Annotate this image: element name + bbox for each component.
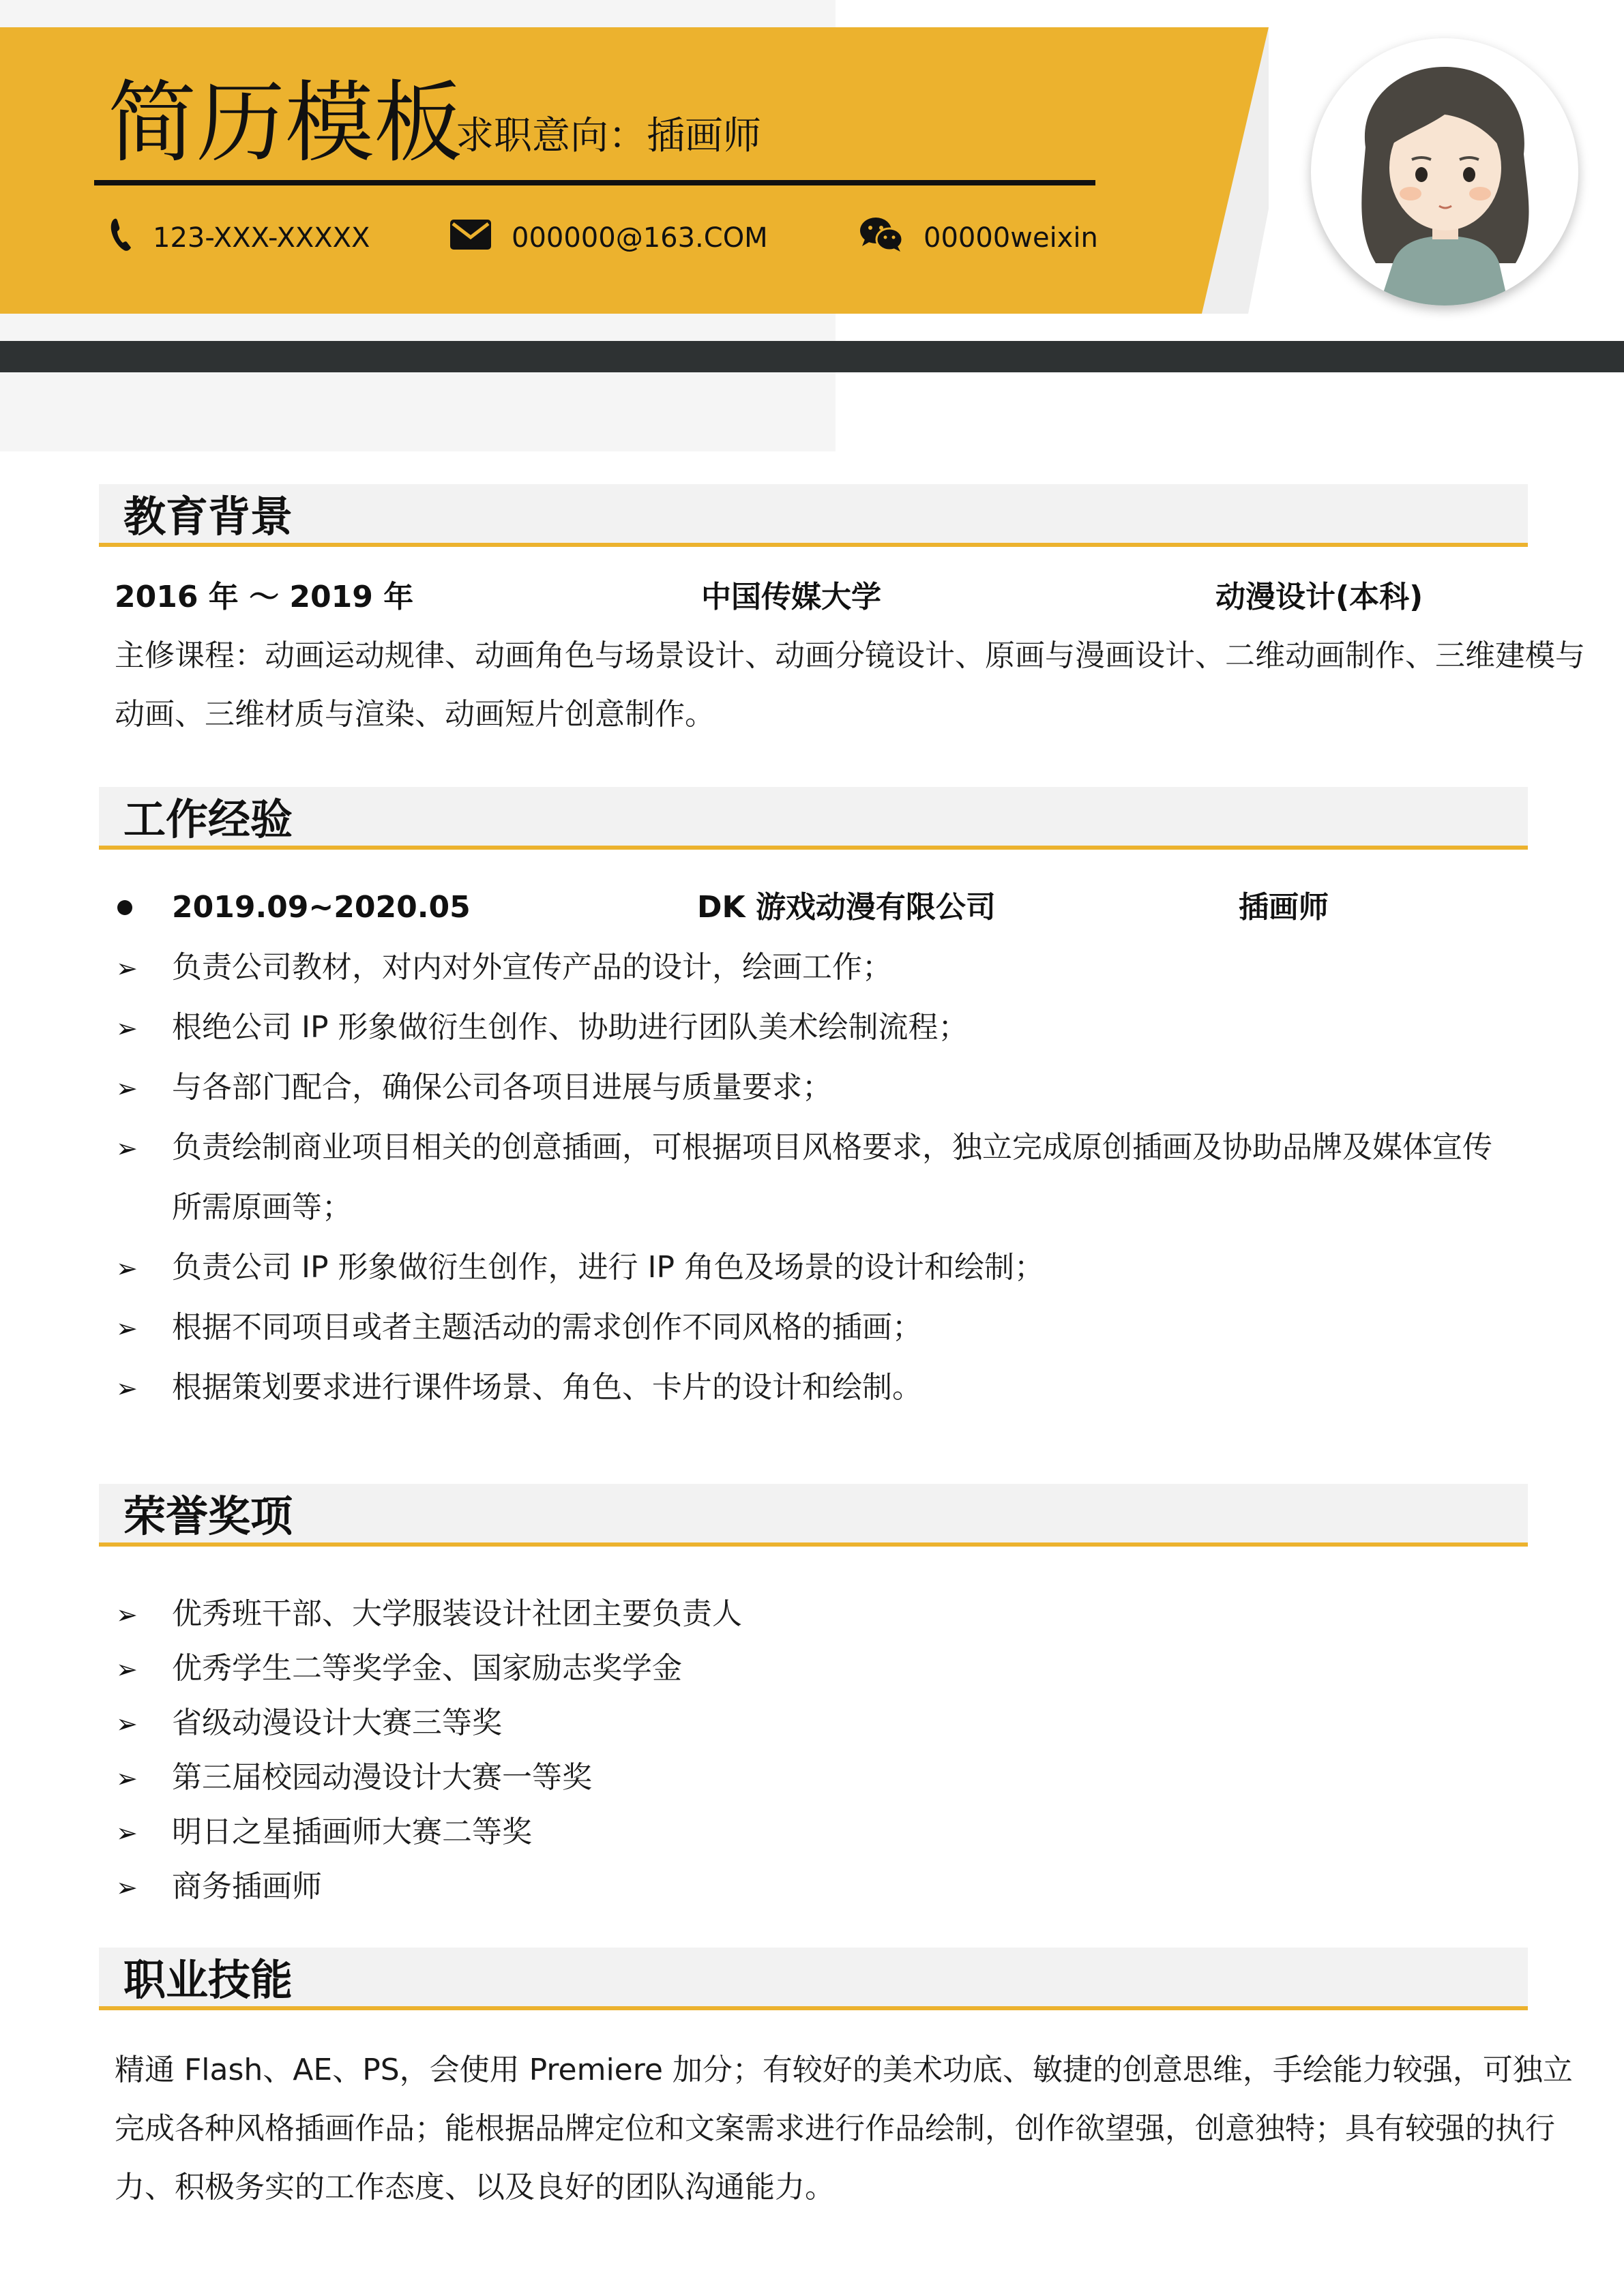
arrow-bullet-icon: ➢ [116,1873,138,1903]
email-text: 000000@163.COM [512,222,768,254]
arrow-bullet-icon: ➢ [116,953,138,983]
section-work-header [99,787,1528,850]
title-underline [94,180,1095,185]
section-title: 教育背景 [123,492,293,541]
bullet-dot-icon [117,900,132,915]
arrow-bullet-icon: ➢ [116,1654,138,1684]
section-title: 职业技能 [123,1955,293,2005]
edu-period: 2016 年 ～ 2019 年 [115,580,414,614]
arrow-bullet-icon: ➢ [116,1013,138,1043]
edu-courses: 动画、三维材质与渲染、动画短片创意制作。 [115,697,715,732]
list-item: 负责公司教材，对内对外宣传产品的设计，绘画工作； [172,950,892,985]
mail-icon [450,220,491,256]
skills-text: 完成各种风格插画作品；能根据品牌定位和文案需求进行作品绘制，创作欲望强，创意独特；具有较强的执行 [115,2111,1555,2146]
arrow-bullet-icon: ➢ [116,1133,138,1163]
arrow-bullet-icon: ➢ [116,1373,138,1403]
wechat-icon [859,216,903,260]
list-item: 根据策划要求进行课件场景、角色、卡片的设计和绘制。 [172,1370,922,1405]
list-item: 根绝公司 IP 形象做衍生创作、协助进行团队美术绘制流程； [172,1010,969,1045]
list-item: 根据不同项目或者主题活动的需求创作不同风格的插画； [172,1310,922,1345]
list-item: 第三届校园动漫设计大赛一等奖 [172,1760,592,1795]
arrow-bullet-icon: ➢ [116,1763,138,1793]
arrow-bullet-icon: ➢ [116,1253,138,1283]
skills-text: 力、积极务实的工作态度、以及良好的团队沟通能力。 [115,2170,835,2205]
wechat-text: 00000weixin [924,222,1098,254]
list-item: 明日之星插画师大赛二等奖 [172,1815,532,1849]
phone-text: 123-XXX-XXXXX [153,222,370,254]
work-period: 2019.09~2020.05 [172,890,471,925]
contact-wechat [859,214,1098,262]
list-item: 商务插画师 [172,1869,322,1904]
section-title: 工作经验 [123,794,293,844]
header-dark-bar [0,341,1624,372]
edu-school: 中国传媒大学 [701,580,881,614]
phone-icon [109,218,132,258]
job-objective: 求职意向：插画师 [456,114,761,158]
list-item: 与各部门配合，确保公司各项目进展与质量要求； [172,1070,832,1105]
section-education-header [99,484,1528,547]
edu-major: 动漫设计(本科) [1215,580,1423,614]
arrow-bullet-icon: ➢ [116,1600,138,1630]
avatar [1311,38,1578,305]
work-role: 插画师 [1239,890,1329,925]
arrow-bullet-icon: ➢ [116,1073,138,1103]
section-skills-header [99,1948,1528,2010]
contact-phone [109,214,370,262]
edu-courses: 主修课程：动画运动规律、动画角色与场景设计、动画分镜设计、原画与漫画设计、二维动画制作、三维建模与 [115,638,1585,673]
list-item: 负责绘制商业项目相关的创意插画，可根据项目风格要求，独立完成原创插画及协助品牌及媒体宣传 [172,1130,1492,1165]
avatar-illustration [1311,38,1578,305]
section-honors-header [99,1484,1528,1547]
list-item: 负责公司 IP 形象做衍生创作，进行 IP 角色及场景的设计和绘制； [172,1250,1044,1285]
list-item: 省级动漫设计大赛三等奖 [172,1705,502,1740]
list-item: 优秀班干部、大学服装设计社团主要负责人 [172,1596,742,1631]
arrow-bullet-icon: ➢ [116,1709,138,1739]
arrow-bullet-icon: ➢ [116,1818,138,1848]
resume-title: 简历模板 [108,71,463,175]
list-item: 所需原画等； [172,1190,352,1225]
contact-email [450,214,768,262]
list-item: 优秀学生二等奖学金、国家励志奖学金 [172,1651,682,1686]
arrow-bullet-icon: ➢ [116,1313,138,1343]
skills-text: 精通 Flash、AE、PS，会使用 Premiere 加分；有较好的美术功底、敏捷的创意思维，手绘能力较强，可独立 [115,2053,1573,2087]
work-company: DK 游戏动漫有限公司 [697,890,996,925]
section-title: 荣誉奖项 [123,1491,293,1541]
